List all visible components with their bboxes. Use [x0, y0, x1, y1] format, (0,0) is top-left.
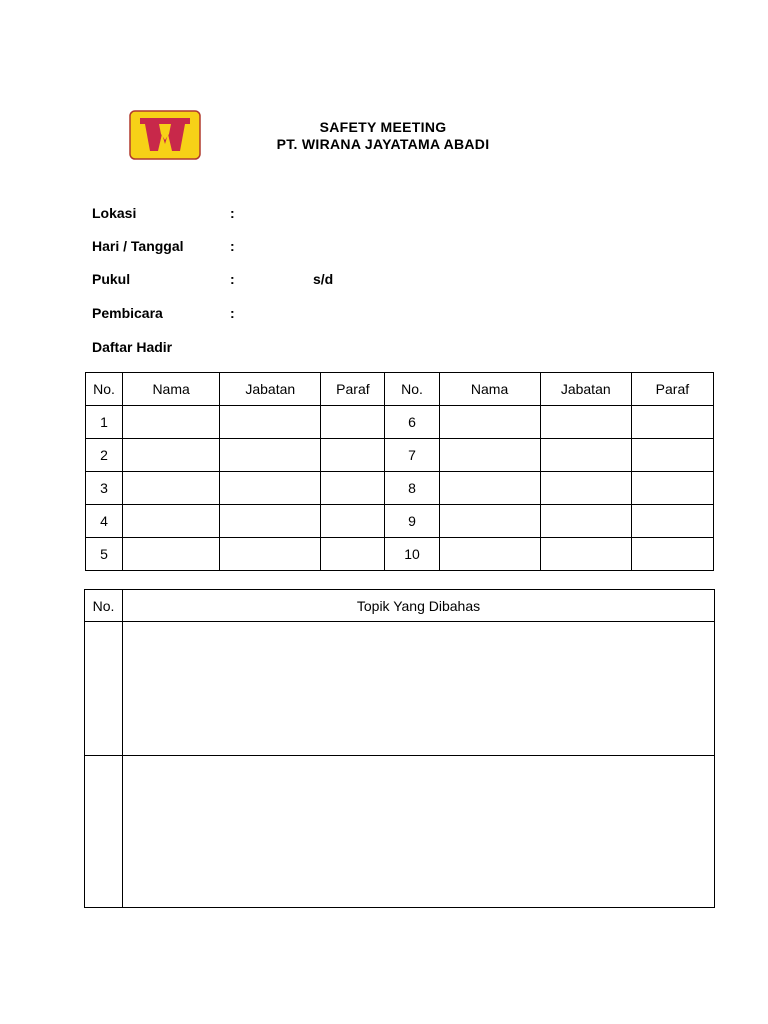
- signature-cell[interactable]: [631, 505, 713, 538]
- topic-cell[interactable]: [123, 622, 715, 756]
- position-cell[interactable]: [540, 472, 631, 505]
- topic-number-cell[interactable]: [85, 756, 123, 908]
- header-no-right: No.: [385, 373, 439, 406]
- name-cell[interactable]: [439, 439, 540, 472]
- table-row: [86, 439, 714, 472]
- name-cell[interactable]: [439, 505, 540, 538]
- row-number: 1: [86, 406, 123, 439]
- table-row: [86, 505, 714, 538]
- signature-cell[interactable]: [631, 406, 713, 439]
- position-cell[interactable]: [540, 439, 631, 472]
- name-cell[interactable]: [123, 538, 220, 571]
- row-number: 3: [86, 472, 123, 505]
- name-cell[interactable]: [439, 472, 540, 505]
- row-number: 6: [385, 406, 439, 439]
- signature-cell[interactable]: [321, 439, 385, 472]
- row-number: 4: [86, 505, 123, 538]
- position-cell[interactable]: [220, 472, 321, 505]
- position-cell[interactable]: [540, 538, 631, 571]
- signature-cell[interactable]: [321, 406, 385, 439]
- signature-cell[interactable]: [321, 505, 385, 538]
- name-cell[interactable]: [123, 505, 220, 538]
- position-cell[interactable]: [540, 406, 631, 439]
- attendance-header-row: [86, 373, 714, 406]
- signature-cell[interactable]: [631, 439, 713, 472]
- row-number: 7: [385, 439, 439, 472]
- table-row: [86, 472, 714, 505]
- position-cell[interactable]: [540, 505, 631, 538]
- location-label: Lokasi: [92, 205, 137, 221]
- header-no: No.: [86, 373, 123, 406]
- position-cell[interactable]: [220, 406, 321, 439]
- row-number: 9: [385, 505, 439, 538]
- name-cell[interactable]: [439, 538, 540, 571]
- table-row: [86, 538, 714, 571]
- header-nama-right: Nama: [439, 373, 540, 406]
- signature-cell[interactable]: [631, 538, 713, 571]
- row-number: 2: [86, 439, 123, 472]
- date-label: Hari / Tanggal: [92, 238, 184, 254]
- position-cell[interactable]: [220, 439, 321, 472]
- location-colon: :: [230, 205, 235, 221]
- time-colon: :: [230, 271, 235, 287]
- row-number: 8: [385, 472, 439, 505]
- title-line-2: PT. WIRANA JAYATAMA ABADI: [276, 136, 490, 152]
- signature-cell[interactable]: [631, 472, 713, 505]
- table-row: [85, 756, 715, 908]
- time-label: Pukul: [92, 271, 131, 287]
- name-cell[interactable]: [123, 439, 220, 472]
- topics-table: [84, 589, 715, 908]
- topics-header-no: No.: [85, 590, 123, 622]
- topics-header-topic: Topik Yang Dibahas: [123, 590, 715, 622]
- topic-number-cell[interactable]: [85, 622, 123, 756]
- topic-cell[interactable]: [123, 756, 715, 908]
- attendance-table: [85, 372, 714, 571]
- table-row: [85, 622, 715, 756]
- title-line-1: SAFETY MEETING: [319, 119, 447, 135]
- position-cell[interactable]: [220, 538, 321, 571]
- name-cell[interactable]: [123, 406, 220, 439]
- name-cell[interactable]: [123, 472, 220, 505]
- header-jabatan: Jabatan: [220, 373, 321, 406]
- speaker-colon: :: [230, 305, 235, 321]
- header-nama: Nama: [123, 373, 220, 406]
- header-paraf: Paraf: [321, 373, 385, 406]
- page-title: [240, 119, 526, 153]
- signature-cell[interactable]: [321, 538, 385, 571]
- speaker-label: Pembicara: [92, 305, 163, 321]
- time-separator: s/d: [313, 271, 334, 287]
- header-jabatan-right: Jabatan: [540, 373, 631, 406]
- table-row: [86, 406, 714, 439]
- date-colon: :: [230, 238, 235, 254]
- row-number: 10: [385, 538, 439, 571]
- name-cell[interactable]: [439, 406, 540, 439]
- header-paraf-right: Paraf: [631, 373, 713, 406]
- topics-header-row: [85, 590, 715, 622]
- position-cell[interactable]: [220, 505, 321, 538]
- company-logo: [129, 110, 201, 160]
- signature-cell[interactable]: [321, 472, 385, 505]
- attendance-label: Daftar Hadir: [92, 339, 173, 355]
- row-number: 5: [86, 538, 123, 571]
